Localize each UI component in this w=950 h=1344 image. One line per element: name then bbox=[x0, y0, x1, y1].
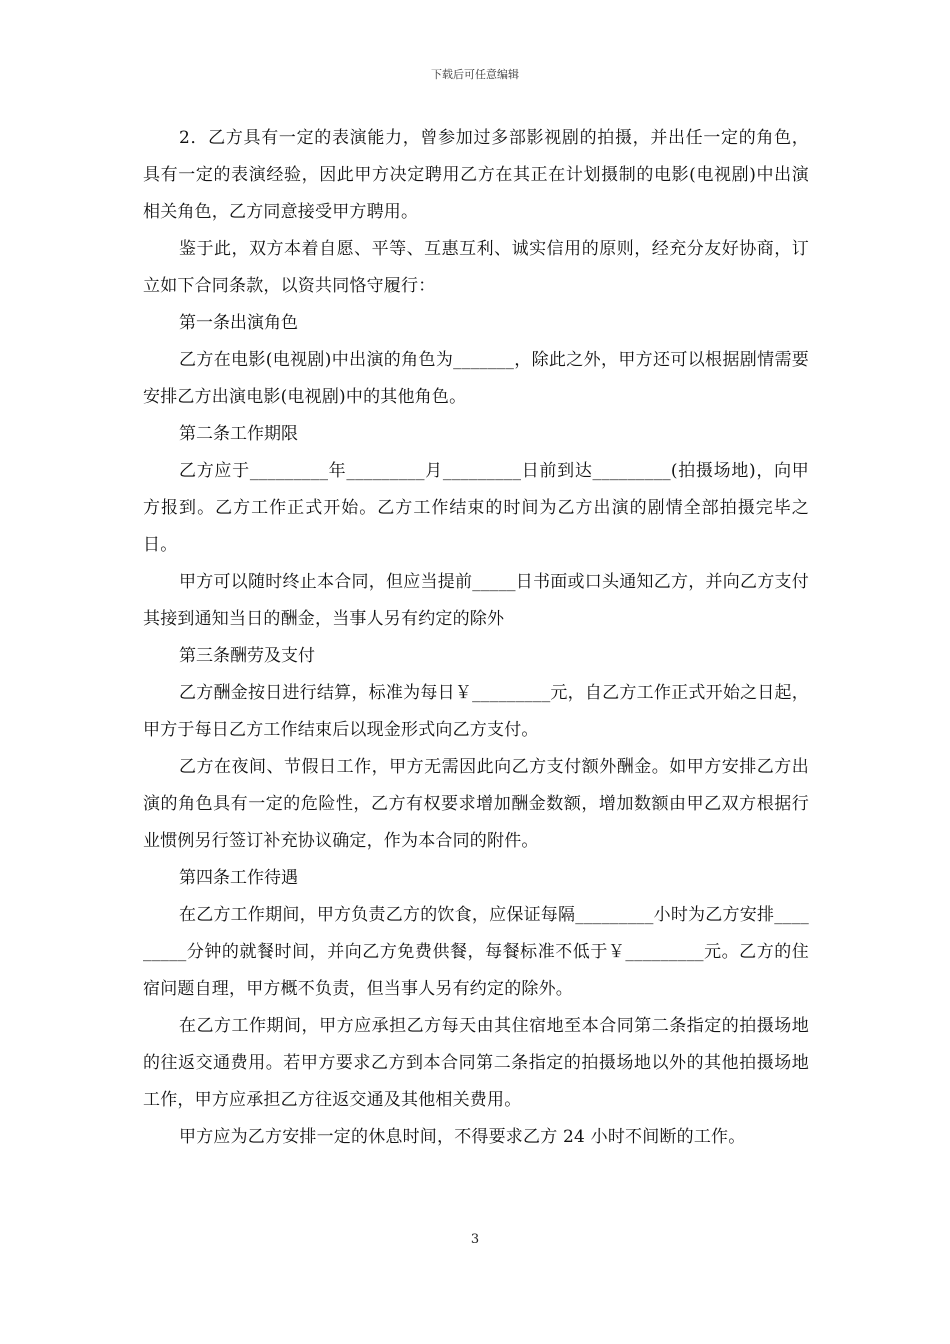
heading-article-2: 第二条工作期限 bbox=[179, 424, 298, 444]
paragraph-work-period: 乙方应于_________年_________月_________日前到达_________(拍摄场地)，向甲方报到。乙方工作正式开始。乙方工作结束的时间为乙方出演的剧情全部拍摄完毕之日。 bbox=[143, 461, 809, 555]
heading-article-3: 第三条酬劳及支付 bbox=[179, 646, 315, 666]
paragraph-rest-time: 甲方应为乙方安排一定的休息时间，不得要求乙方 24 小时不间断的工作。 bbox=[179, 1127, 746, 1147]
paragraph-preamble: 鉴于此，双方本着自愿、平等、互惠互利、诚实信用的原则，经充分友好协商，订立如下合同条款，以资共同恪守履行： bbox=[143, 239, 809, 296]
paragraph-actor-qualification: 2．乙方具有一定的表演能力，曾参加过多部影视剧的拍摄，并出任一定的角色，具有一定的表演经验，因此甲方决定聘用乙方在其正在计划摄制的电影(电视剧)中出演相关角色，乙方同意接受甲方聘用。 bbox=[143, 128, 809, 222]
heading-article-4: 第四条工作待遇 bbox=[179, 868, 298, 888]
paragraph-role: 乙方在电影(电视剧)中出演的角色为_______，除此之外，甲方还可以根据剧情需要安排乙方出演电影(电视剧)中的其他角色。 bbox=[143, 350, 809, 407]
paragraph-meals: 在乙方工作期间，甲方负责乙方的饮食，应保证每隔_________小时为乙方安排_________分钟的就餐时间，并向乙方免费供餐，每餐标准不低于￥_________元。乙方的住宿问题自理，甲方概不负责，但当事人另有约定的除外。 bbox=[143, 905, 809, 999]
document-body bbox=[143, 120, 809, 1156]
heading-article-1: 第一条出演角色 bbox=[179, 313, 298, 333]
paragraph-termination: 甲方可以随时终止本合同，但应当提前_____日书面或口头通知乙方，并向乙方支付其接到通知当日的酬金，当事人另有约定的除外 bbox=[143, 572, 809, 629]
page-header: 下载后可任意编辑 bbox=[431, 68, 519, 81]
paragraph-overtime-risk: 乙方在夜间、节假日工作，甲方无需因此向乙方支付额外酬金。如甲方安排乙方出演的角色具有一定的危险性，乙方有权要求增加酬金数额，增加数额由甲乙双方根据行业惯例另行签订补充协议确定，作为本合同的附件。 bbox=[143, 757, 809, 851]
paragraph-transport: 在乙方工作期间，甲方应承担乙方每天由其住宿地至本合同第二条指定的拍摄场地的往返交通费用。若甲方要求乙方到本合同第二条指定的拍摄场地以外的其他拍摄场地工作，甲方应承担乙方往返交通及其他相关费用。 bbox=[143, 1016, 809, 1110]
page-number: 3 bbox=[470, 1232, 480, 1247]
paragraph-daily-pay: 乙方酬金按日进行结算，标准为每日￥_________元，自乙方工作正式开始之日起，甲方于每日乙方工作结束后以现金形式向乙方支付。 bbox=[143, 683, 809, 740]
